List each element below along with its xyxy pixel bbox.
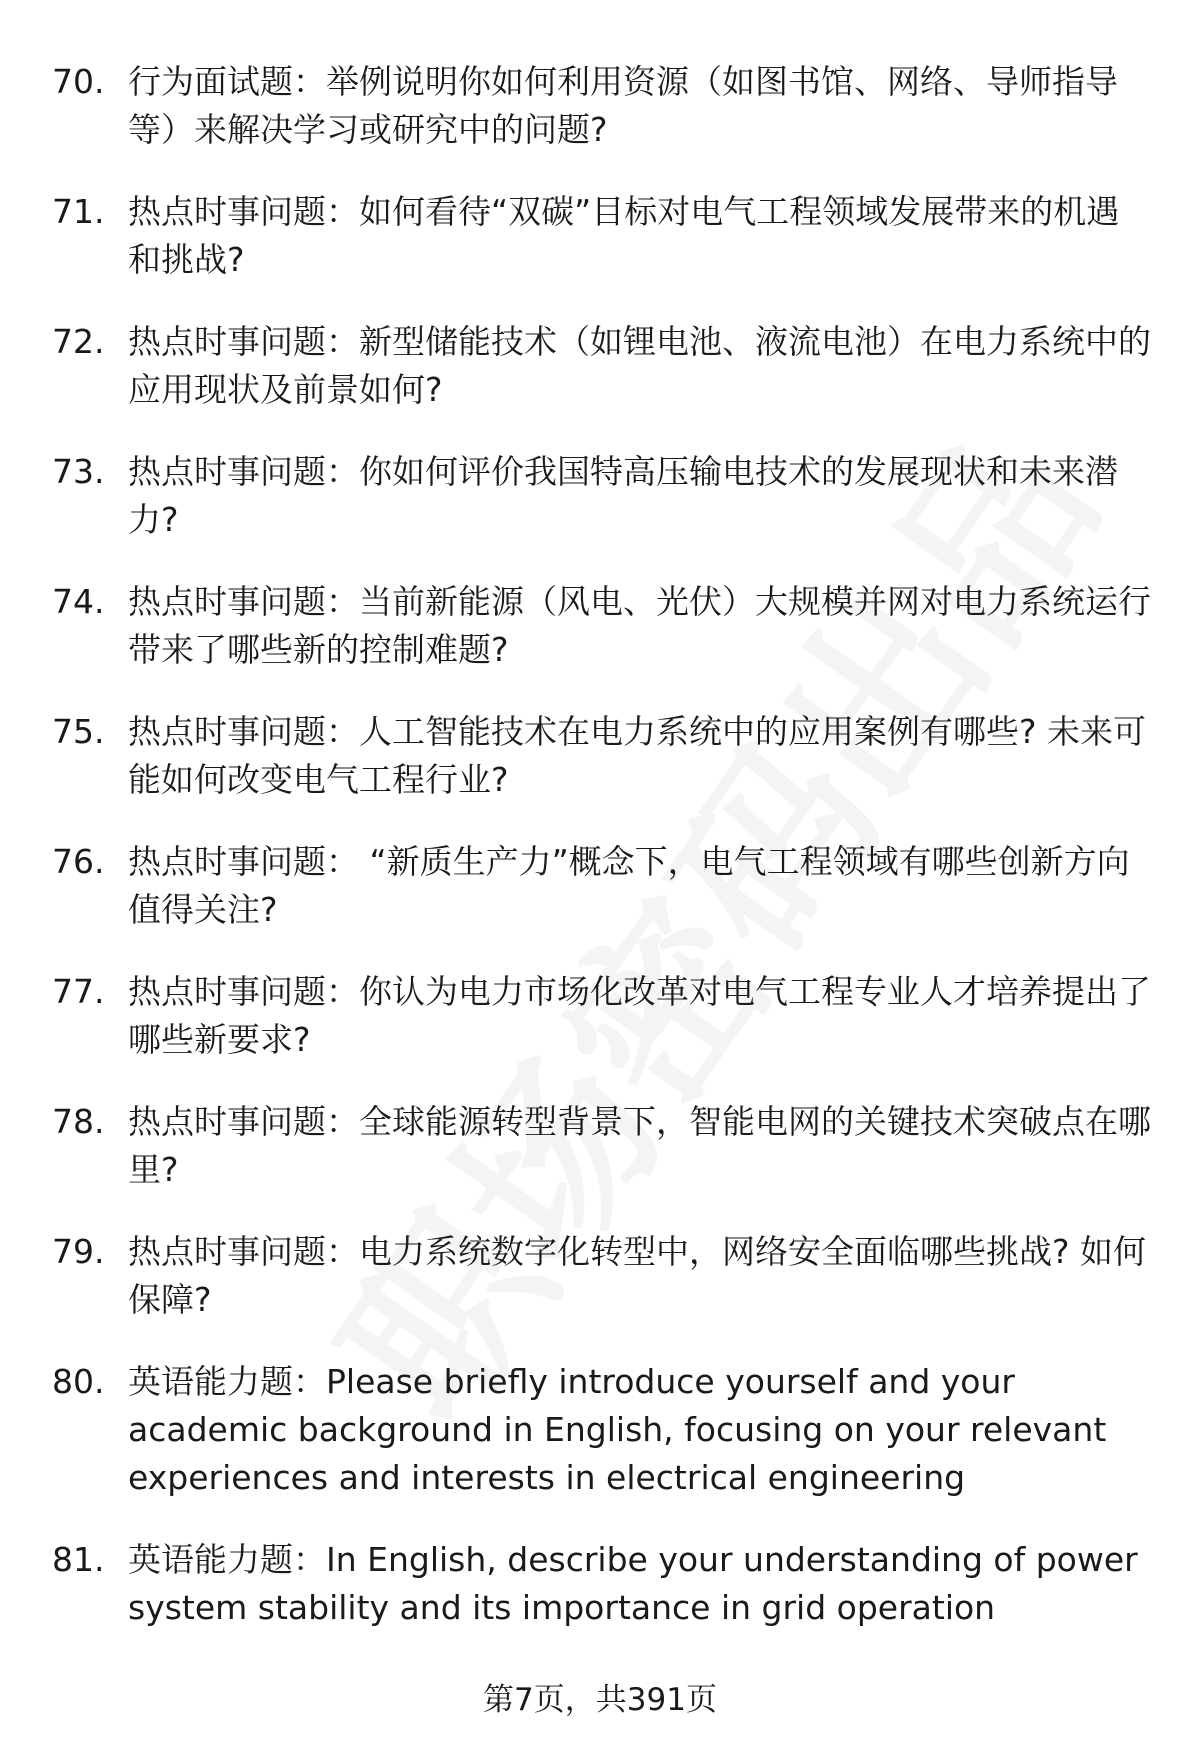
question-text: 热点时事问题：全球能源转型背景下，智能电网的关键技术突破点在哪里? xyxy=(128,1102,1151,1189)
question-item xyxy=(52,318,1152,414)
question-text: 热点时事问题：新型储能技术（如锂电池、液流电池）在电力系统中的应用现状及前景如何? xyxy=(128,322,1151,409)
question-item xyxy=(52,1098,1152,1194)
question-item xyxy=(52,1536,1152,1632)
question-item xyxy=(52,448,1152,544)
question-item xyxy=(52,968,1152,1064)
question-list xyxy=(52,58,1152,1666)
question-item xyxy=(52,188,1152,284)
question-number: 73. xyxy=(52,452,105,491)
question-item xyxy=(52,578,1152,674)
question-number: 80. xyxy=(52,1362,105,1401)
question-number: 74. xyxy=(52,582,105,621)
question-text: 英语能力题：Please briefly introduce yourself and your academic background in English, focusing on your relevant experiences and interests in electrical engineering xyxy=(128,1362,1107,1497)
question-text: 热点时事问题： “新质生产力”概念下，电气工程领域有哪些创新方向值得关注? xyxy=(128,842,1130,929)
question-text: 热点时事问题：你认为电力市场化改革对电气工程专业人才培养提出了哪些新要求? xyxy=(128,972,1151,1059)
question-number: 75. xyxy=(52,712,105,751)
question-text: 热点时事问题：当前新能源（风电、光伏）大规模并网对电力系统运行带来了哪些新的控制难题? xyxy=(128,582,1151,669)
question-number: 81. xyxy=(52,1540,105,1579)
question-item xyxy=(52,838,1152,934)
question-item xyxy=(52,708,1152,804)
question-item xyxy=(52,1358,1152,1502)
question-number: 78. xyxy=(52,1102,105,1141)
question-item xyxy=(52,58,1152,154)
page-number-footer: 第7页，共391页 xyxy=(483,1682,717,1718)
question-text: 英语能力题：In English, describe your understanding of power system stability and its importance in grid operation xyxy=(128,1540,1138,1627)
question-number: 71. xyxy=(52,192,105,231)
question-text: 行为面试题：举例说明你如何利用资源（如图书馆、网络、导师指导等）来解决学习或研究中的问题? xyxy=(128,62,1118,149)
question-number: 70. xyxy=(52,62,105,101)
question-number: 79. xyxy=(52,1232,105,1271)
question-text: 热点时事问题：人工智能技术在电力系统中的应用案例有哪些? 未来可能如何改变电气工程行业? xyxy=(128,712,1147,799)
question-text: 热点时事问题：电力系统数字化转型中，网络安全面临哪些挑战? 如何保障? xyxy=(128,1232,1147,1319)
question-item xyxy=(52,1228,1152,1324)
question-number: 77. xyxy=(52,972,105,1011)
question-text: 热点时事问题：你如何评价我国特高压输电技术的发展现状和未来潜力? xyxy=(128,452,1118,539)
question-number: 76. xyxy=(52,842,105,881)
question-number: 72. xyxy=(52,322,105,361)
question-text: 热点时事问题：如何看待“双碳”目标对电气工程领域发展带来的机遇和挑战? xyxy=(128,192,1120,279)
